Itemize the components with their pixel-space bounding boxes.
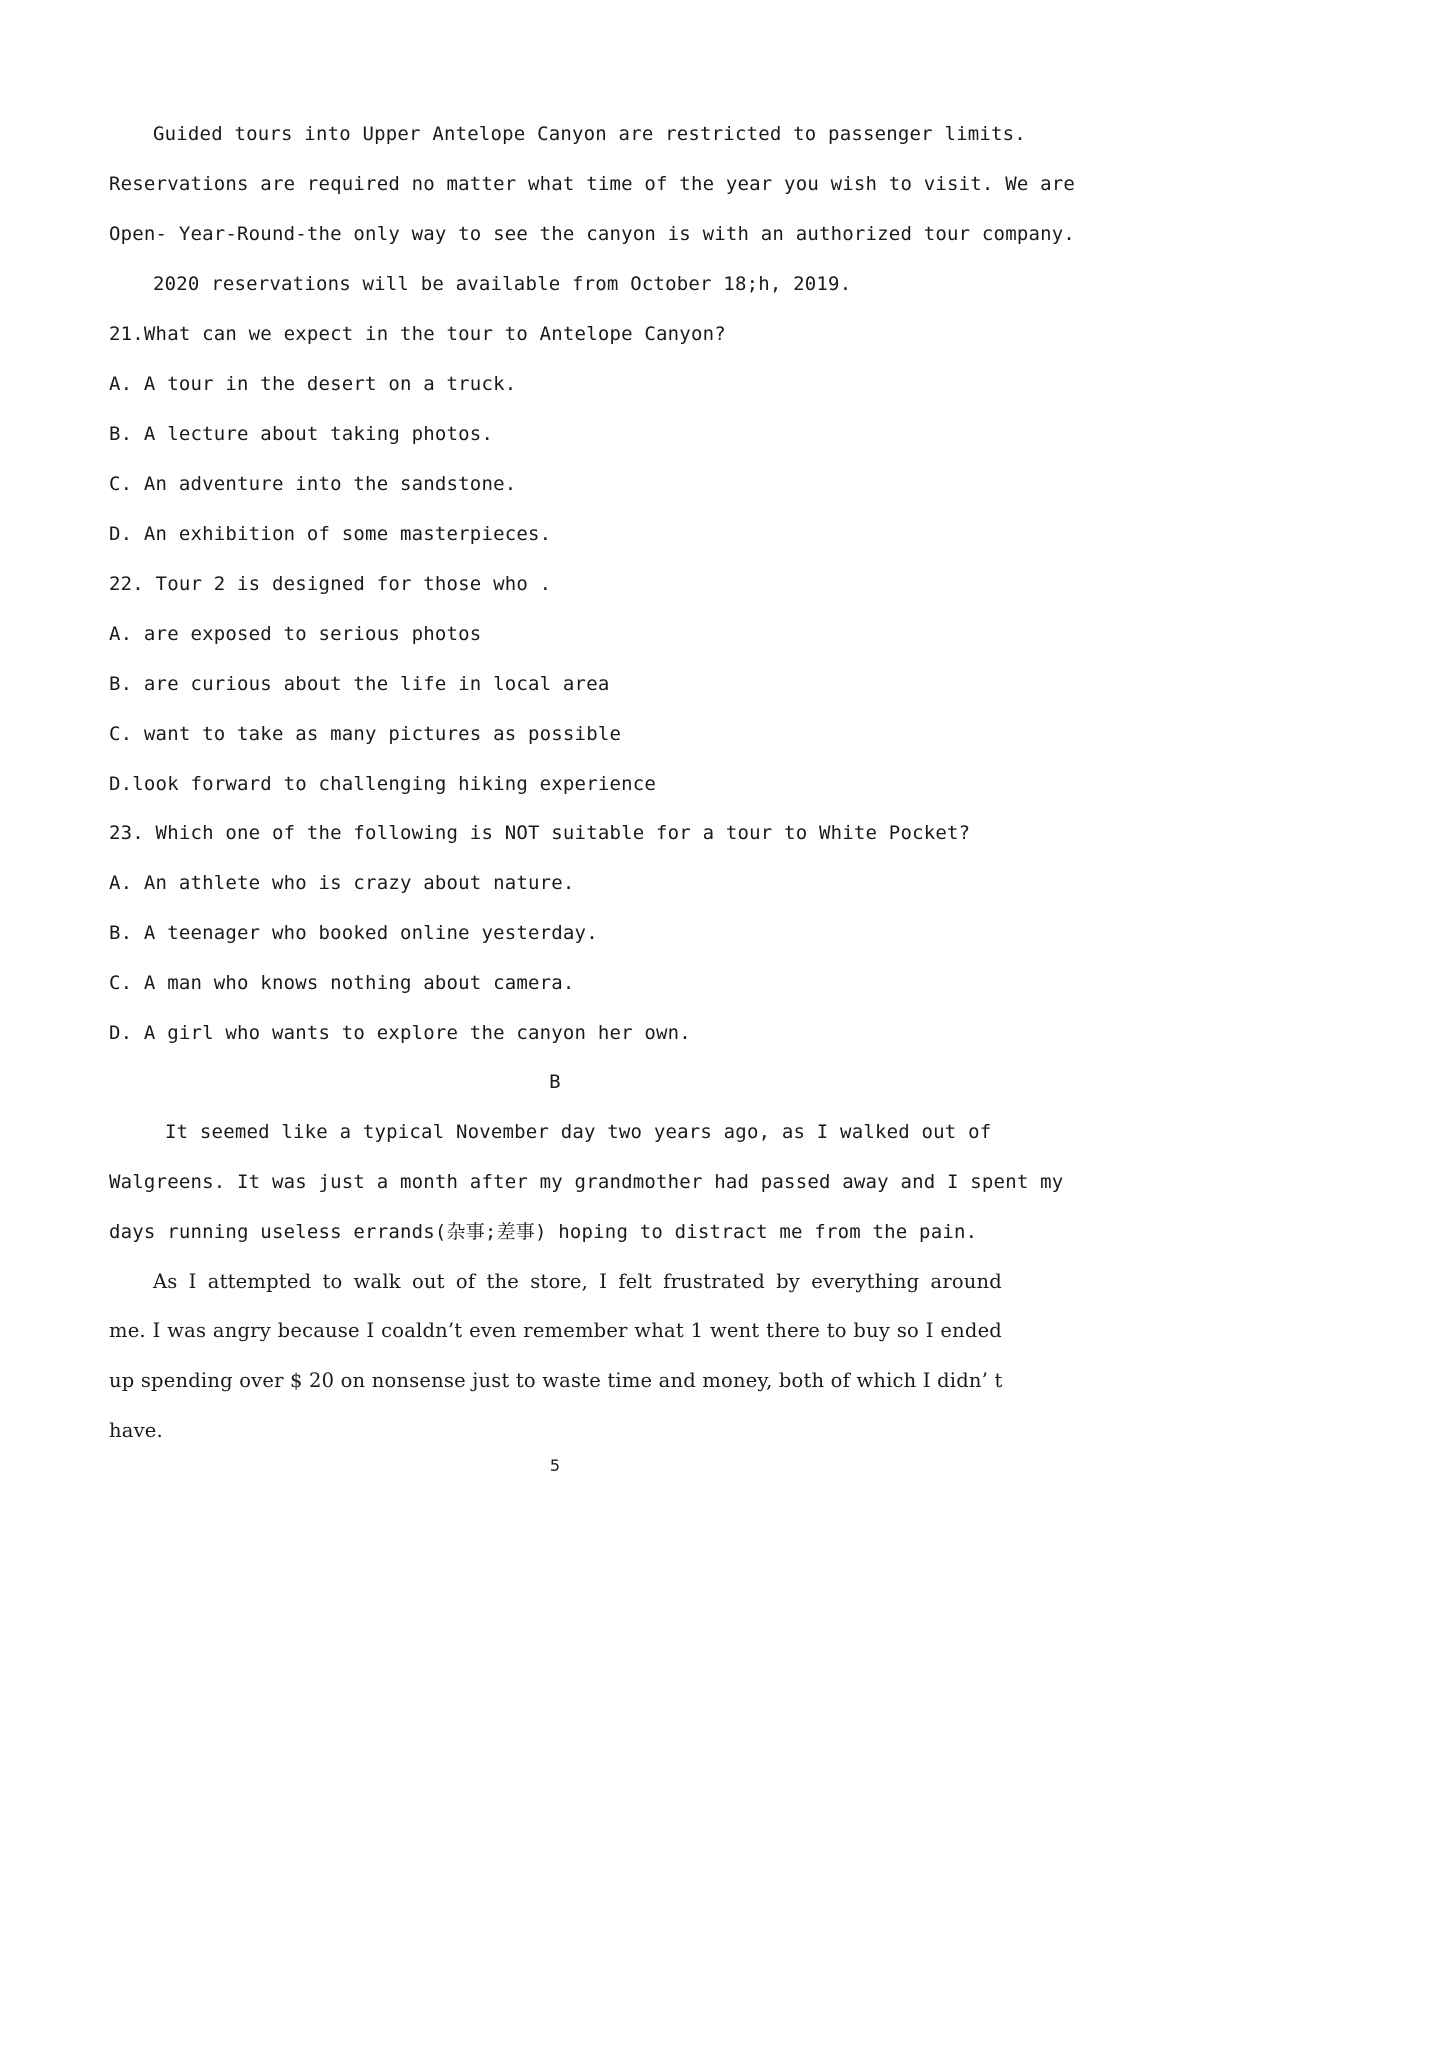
question-22-stem: 22. Tour 2 is designed for those who .	[109, 573, 552, 595]
question-23-option-a: A. An athlete who is crazy about nature.	[109, 872, 575, 894]
question-22-option-c: C. want to take as many pictures as possible	[109, 723, 622, 745]
section-b-para1-line: Walgreens. It was just a month after my grandmother had passed away and I spent my	[109, 1171, 1064, 1193]
question-22-option-d: D.look forward to challenging hiking experience	[109, 773, 657, 795]
question-22-option-a: A. are exposed to serious photos	[109, 623, 482, 645]
question-21-option-d: D. An exhibition of some masterpieces.	[109, 523, 552, 545]
section-b-para2-line: have.	[109, 1419, 163, 1442]
question-23-option-c: C. A man who knows nothing about camera.	[109, 972, 575, 994]
section-b-para1-line: days running useless errands(杂事;差事) hoping to distract me from the pain.	[109, 1221, 978, 1243]
page-number: 5	[549, 1456, 561, 1475]
passage-a-line: Guided tours into Upper Antelope Canyon are restricted to passenger limits.	[153, 123, 1026, 145]
section-b-heading: B	[549, 1071, 561, 1093]
question-21-stem: 21.What can we expect in the tour to Antelope Canyon?	[109, 323, 726, 345]
passage-a-line: Reservations are required no matter what time of the year you wish to visit. We are	[109, 173, 1076, 195]
question-21-option-c: C. An adventure into the sandstone.	[109, 473, 517, 495]
section-b-para2-line: As I attempted to walk out of the store, I felt frustrated by everything around	[153, 1270, 1002, 1293]
passage-a-line: Open- Year-Round-the only way to see the canyon is with an authorized tour company.	[109, 223, 1076, 245]
section-b-para2-line: up spending over $ 20 on nonsense just to waste time and money, both of which I didn’ t	[109, 1369, 1003, 1392]
question-22-option-b: B. are curious about the life in local area	[109, 673, 610, 695]
section-b-para1-line: It seemed like a typical November day two years ago, as I walked out of	[165, 1121, 992, 1143]
question-23-option-b: B. A teenager who booked online yesterday.	[109, 922, 598, 944]
question-23-stem: 23. Which one of the following is NOT suitable for a tour to White Pocket?	[109, 822, 971, 844]
question-21-option-a: A. A tour in the desert on a truck.	[109, 373, 517, 395]
section-b-para2-line: me. I was angry because I coaldn’t even remember what 1 went there to buy so I ended	[109, 1319, 1002, 1342]
question-23-option-d: D. A girl who wants to explore the canyon her own.	[109, 1022, 691, 1044]
question-21-option-b: B. A lecture about taking photos.	[109, 423, 494, 445]
passage-a-reservation-line: 2020 reservations will be available from October 18;h, 2019.	[153, 273, 852, 295]
